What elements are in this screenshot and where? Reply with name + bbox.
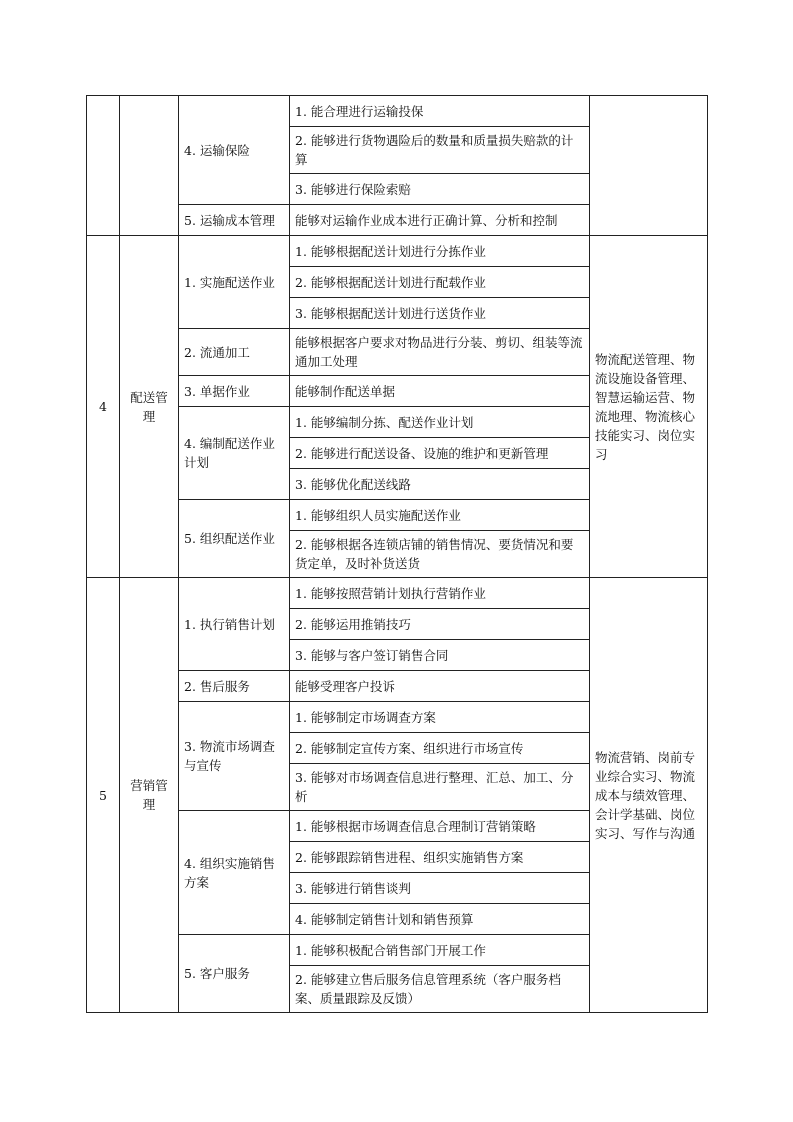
ability-item: 4. 能够制定销售计划和销售预算 [290, 904, 590, 935]
ability-item: 2. 能够根据配送计划进行配载作业 [290, 267, 590, 298]
ability-item: 3. 能够对市场调查信息进行整理、汇总、加工、分析 [290, 764, 590, 811]
section-module: 配送管理 [120, 236, 179, 578]
task-name: 3. 物流市场调查与宣传 [179, 702, 290, 811]
task-name: 4. 编制配送作业计划 [179, 407, 290, 500]
ability-item: 2. 能够建立售后服务信息管理系统（客户服务档案、质量跟踪及反馈） [290, 966, 590, 1013]
ability-item: 能够根据客户要求对物品进行分装、剪切、组装等流通加工处理 [290, 329, 590, 376]
ability-item: 2. 能够根据各连锁店铺的销售情况、要货情况和要货定单，及时补货送货 [290, 531, 590, 578]
task-name: 2. 流通加工 [179, 329, 290, 376]
related-courses: 物流配送管理、物流设施设备管理、智慧运输运营、物流地理、物流核心技能实习、岗位实习 [590, 236, 708, 578]
ability-item: 2. 能够跟踪销售进程、组织实施销售方案 [290, 842, 590, 873]
ability-item: 3. 能够根据配送计划进行送货作业 [290, 298, 590, 329]
section-number [87, 96, 120, 236]
ability-item: 1. 能够积极配合销售部门开展工作 [290, 935, 590, 966]
ability-item: 1. 能够组织人员实施配送作业 [290, 500, 590, 531]
section-module: 营销管理 [120, 578, 179, 1013]
ability-item: 3. 能够进行保险索赔 [290, 174, 590, 205]
table-body [87, 96, 708, 1013]
ability-item: 1. 能够根据市场调查信息合理制订营销策略 [290, 811, 590, 842]
ability-item: 2. 能够运用推销技巧 [290, 609, 590, 640]
task-name: 5. 运输成本管理 [179, 205, 290, 236]
related-courses [590, 96, 708, 236]
section-number: 4 [87, 236, 120, 578]
task-name: 5. 客户服务 [179, 935, 290, 1013]
task-name: 5. 组织配送作业 [179, 500, 290, 578]
task-name: 4. 组织实施销售方案 [179, 811, 290, 935]
ability-item: 2. 能够进行配送设备、设施的维护和更新管理 [290, 438, 590, 469]
ability-item: 3. 能够优化配送线路 [290, 469, 590, 500]
ability-item: 能够受理客户投诉 [290, 671, 590, 702]
ability-item: 1. 能够编制分拣、配送作业计划 [290, 407, 590, 438]
ability-item: 2. 能够进行货物遇险后的数量和质量损失赔款的计算 [290, 127, 590, 174]
task-name: 1. 执行销售计划 [179, 578, 290, 671]
section-number: 5 [87, 578, 120, 1013]
ability-item: 1. 能够根据配送计划进行分拣作业 [290, 236, 590, 267]
ability-item: 3. 能够与客户签订销售合同 [290, 640, 590, 671]
ability-item: 3. 能够进行销售谈判 [290, 873, 590, 904]
task-name: 2. 售后服务 [179, 671, 290, 702]
task-name: 4. 运输保险 [179, 96, 290, 205]
task-name: 3. 单据作业 [179, 376, 290, 407]
ability-item: 能够制作配送单据 [290, 376, 590, 407]
table-row [87, 96, 708, 127]
ability-item: 2. 能够制定宣传方案、组织进行市场宣传 [290, 733, 590, 764]
related-courses: 物流营销、岗前专业综合实习、物流成本与绩效管理、会计学基础、岗位实习、写作与沟通 [590, 578, 708, 1013]
table-row [87, 578, 708, 609]
ability-item: 1. 能够按照营销计划执行营销作业 [290, 578, 590, 609]
table-row [87, 236, 708, 267]
ability-item: 1. 能够制定市场调查方案 [290, 702, 590, 733]
ability-item: 能够对运输作业成本进行正确计算、分析和控制 [290, 205, 590, 236]
ability-item: 1. 能合理进行运输投保 [290, 96, 590, 127]
section-module [120, 96, 179, 236]
task-name: 1. 实施配送作业 [179, 236, 290, 329]
competency-table [86, 95, 708, 1013]
